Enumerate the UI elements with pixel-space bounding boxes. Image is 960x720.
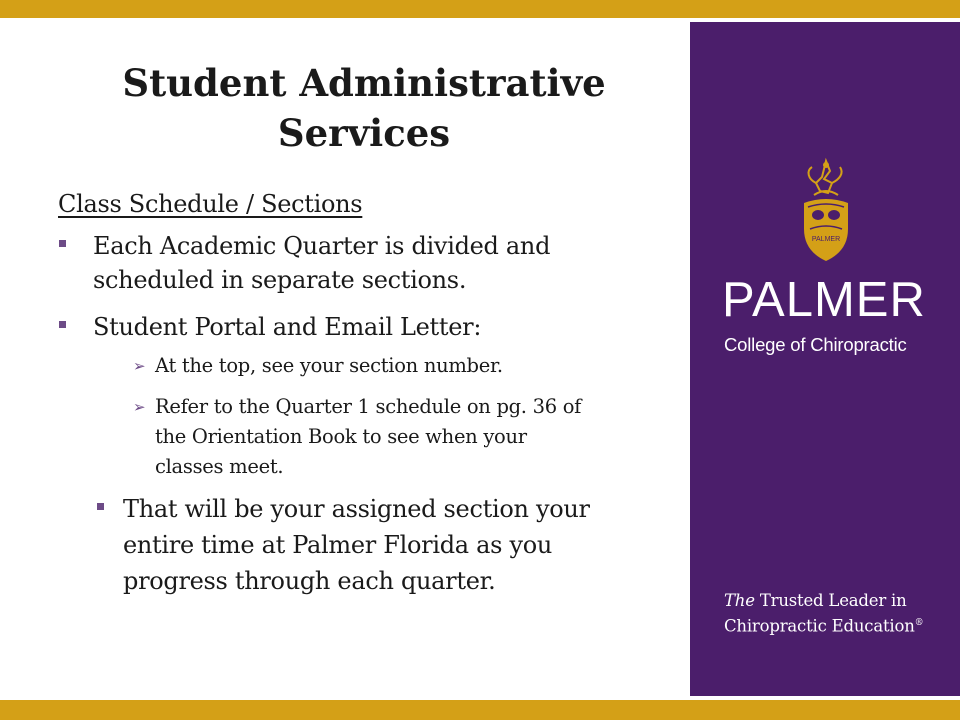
sub-bullet-text-line: At the top, see your section number. — [155, 354, 503, 377]
brand-name: PALMER — [722, 273, 926, 327]
tagline-rest: Trusted Leader in — [759, 591, 907, 610]
bullet-text-line: progress through each quarter. — [123, 567, 496, 595]
sub-bullet-text-line: classes meet. — [155, 455, 284, 478]
palmer-crest-icon — [794, 157, 858, 265]
top-gold-bar — [0, 0, 960, 18]
brand-tagline — [724, 590, 923, 638]
slide-title — [50, 58, 678, 158]
slide-title-line1: Student Administrative — [122, 61, 606, 105]
bullet-item — [123, 491, 673, 599]
arrow-bullet-icon: ➢ — [133, 357, 146, 375]
bullet-text-line: That will be your assigned section your — [123, 495, 590, 523]
square-bullet-icon — [97, 503, 104, 510]
brand-subtitle: College of Chiropractic — [724, 334, 907, 355]
sub-bullet-text-line: Refer to the Quarter 1 schedule on pg. 36 of — [155, 395, 582, 418]
tagline-the: The — [724, 591, 755, 610]
sub-bullet-text-line: the Orientation Book to see when your — [155, 425, 527, 448]
tagline-line2 — [724, 612, 923, 638]
registered-mark: ® — [914, 618, 924, 628]
slide-title-line2: Services — [277, 111, 451, 155]
crest-text: PALMER — [811, 236, 841, 243]
bullet-text-line: entire time at Palmer Florida as you — [123, 531, 553, 559]
bullet-item — [93, 229, 673, 297]
square-bullet-icon — [59, 240, 66, 247]
sub-bullet-item — [133, 351, 680, 381]
sub-bullet-item — [133, 392, 680, 482]
bullet-text-line: Each Academic Quarter is divided and — [93, 232, 551, 260]
bullet-item — [93, 310, 673, 344]
bullet-text-line: Student Portal and Email Letter: — [93, 313, 482, 341]
tagline-text: Chiropractic Education — [724, 616, 915, 636]
arrow-bullet-icon: ➢ — [133, 398, 146, 416]
bottom-gold-bar — [0, 700, 960, 720]
tagline-line1 — [724, 590, 923, 612]
square-bullet-icon — [59, 321, 66, 328]
bullet-text-line: scheduled in separate sections. — [93, 266, 467, 294]
section-heading: Class Schedule / Sections — [58, 190, 363, 218]
